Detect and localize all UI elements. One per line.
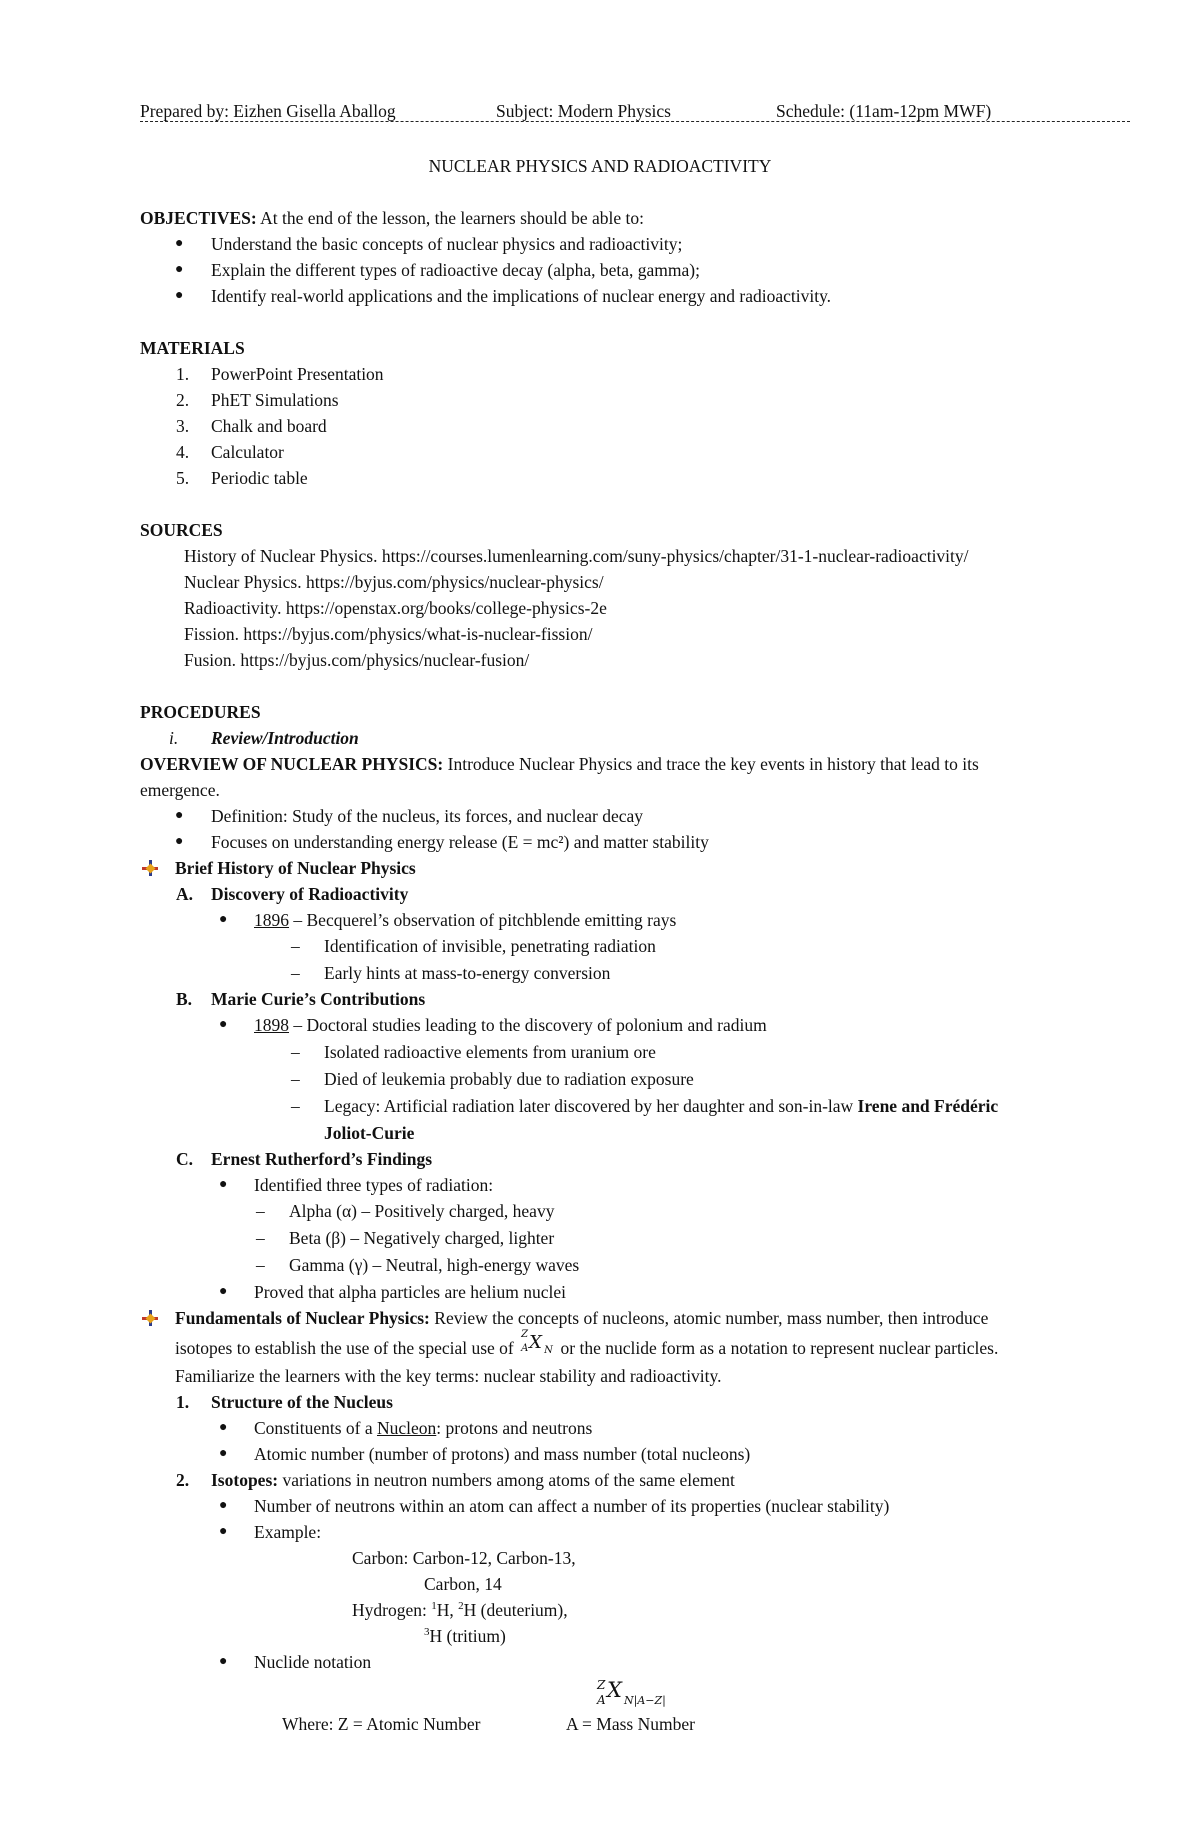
isotopes-line xyxy=(211,1467,735,1493)
legacy-names-cont: Joliot-Curie xyxy=(324,1123,415,1143)
isotopes-title: Isotopes: xyxy=(211,1470,279,1490)
bullet-icon: ● xyxy=(175,288,184,303)
diamond-bullet-icon xyxy=(142,1310,158,1326)
hydrogen-text: H (deuterium), xyxy=(463,1600,568,1620)
list-number: 3. xyxy=(176,416,190,436)
bullet-icon: ● xyxy=(175,834,184,849)
bullet-icon: ● xyxy=(219,1498,228,1513)
hydrogen-example xyxy=(352,1597,568,1623)
dash-icon: – xyxy=(256,1201,265,1221)
structure-item: Atomic number (number of protons) and mass number (total nucleons) xyxy=(254,1444,751,1464)
header-underline xyxy=(140,121,1130,122)
review-heading: Review/Introduction xyxy=(211,728,359,748)
structure-text: : protons and neutrons xyxy=(436,1418,593,1438)
overview-bullet: Definition: Study of the nucleus, its forces, and nuclear decay xyxy=(211,806,644,826)
bullet-icon: ● xyxy=(219,1420,228,1435)
source-item: History of Nuclear Physics. https://courses.lumenlearning.com/suny-physics/chapter/31-1-nuclear-radioactivity/ xyxy=(184,546,969,566)
list-number: 5. xyxy=(176,468,190,488)
isotopes-item: Example: xyxy=(254,1522,322,1542)
dash-item: Gamma (γ) – Neutral, high-energy waves xyxy=(289,1255,580,1275)
nuclide-a: A xyxy=(597,1693,606,1707)
list-number: 2. xyxy=(176,1470,190,1490)
objectives-intro: At the end of the lesson, the learners should be able to: xyxy=(256,208,645,228)
objectives-heading: OBJECTIVES: xyxy=(140,208,257,228)
carbon-example: Carbon: Carbon-12, Carbon-13, xyxy=(352,1548,576,1568)
mass-number: 2 xyxy=(458,1600,464,1613)
hydrogen-text: H (tritium) xyxy=(429,1626,506,1646)
carbon-example-cont: Carbon, 14 xyxy=(424,1574,502,1594)
section-letter: A. xyxy=(176,884,194,904)
dash-item: Beta (β) – Negatively charged, lighter xyxy=(289,1228,555,1248)
fundamentals-text: Review the concepts of nucleons, atomic number, mass number, then introduce xyxy=(429,1308,989,1328)
material-item: Chalk and board xyxy=(211,416,327,436)
objective-item: Explain the different types of radioactive decay (alpha, beta, gamma); xyxy=(211,260,700,280)
symbol-z: Z xyxy=(521,1329,529,1340)
mass-number: 1 xyxy=(431,1600,437,1613)
bullet-icon: ● xyxy=(219,1017,228,1032)
legacy-text: Legacy: Artificial radiation later discovered by her daughter and son-in-law xyxy=(324,1096,858,1116)
bullet-icon: ● xyxy=(219,1524,228,1539)
source-item: Fission. https://byjus.com/physics/what-is-nuclear-fission/ xyxy=(184,624,593,644)
dash-icon: – xyxy=(256,1255,265,1275)
diamond-bullet-icon xyxy=(142,860,158,876)
source-item: Nuclear Physics. https://byjus.com/physics/nuclear-physics/ xyxy=(184,572,604,592)
fundamentals-heading: Fundamentals of Nuclear Physics: xyxy=(175,1308,430,1328)
dash-item: Identification of invisible, penetrating radiation xyxy=(324,936,656,956)
section-title: Marie Curie’s Contributions xyxy=(211,989,426,1009)
history-item xyxy=(254,1012,767,1038)
bullet-icon: ● xyxy=(219,1284,228,1299)
source-item: Fusion. https://byjus.com/physics/nuclear-fusion/ xyxy=(184,650,530,670)
where-a: A = Mass Number xyxy=(566,1714,695,1734)
overview-bullet: Focuses on understanding energy release (E = mc²) and matter stability xyxy=(211,832,709,852)
bullet-icon: ● xyxy=(175,808,184,823)
objective-item: Understand the basic concepts of nuclear physics and radioactivity; xyxy=(211,234,683,254)
dash-item: Isolated radioactive elements from uranium ore xyxy=(324,1042,656,1062)
overview-heading: OVERVIEW OF NUCLEAR PHYSICS: xyxy=(140,754,444,774)
hydrogen-example-cont xyxy=(424,1623,506,1649)
dash-item: Alpha (α) – Positively charged, heavy xyxy=(289,1201,555,1221)
history-text: – Becquerel’s observation of pitchblende emitting rays xyxy=(289,910,677,930)
history-item xyxy=(254,907,676,933)
fundamentals-text-3: Familiarize the learners with the key terms: nuclear stability and radioactivity. xyxy=(175,1366,722,1386)
section-title: Discovery of Radioactivity xyxy=(211,884,409,904)
year: 1896 xyxy=(254,910,289,930)
dash-icon: – xyxy=(256,1228,265,1248)
year: 1898 xyxy=(254,1015,289,1035)
overview-text-cont: emergence. xyxy=(140,780,220,800)
history-item: Proved that alpha particles are helium nuclei xyxy=(254,1282,566,1302)
material-item: PhET Simulations xyxy=(211,390,339,410)
bullet-icon: ● xyxy=(219,1654,228,1669)
procedures-heading: PROCEDURES xyxy=(140,702,261,722)
mass-number: 3 xyxy=(424,1626,430,1639)
bullet-icon: ● xyxy=(175,236,184,251)
hydrogen-text: H, xyxy=(436,1600,459,1620)
material-item: Periodic table xyxy=(211,468,308,488)
structure-text: Constituents of a xyxy=(254,1418,377,1438)
objectives-line xyxy=(140,205,644,231)
nuclide-symbol-inline xyxy=(518,1329,556,1356)
symbol-a: A xyxy=(521,1343,529,1354)
page-title: NUCLEAR PHYSICS AND RADIOACTIVITY xyxy=(428,156,772,176)
hydrogen-label: Hydrogen: xyxy=(352,1600,432,1620)
legacy-names: Irene and Frédéric xyxy=(857,1096,999,1116)
dash-item: Early hints at mass-to-energy conversion xyxy=(324,963,611,983)
history-item: Identified three types of radiation: xyxy=(254,1175,494,1195)
dash-icon: – xyxy=(291,1069,300,1089)
list-number: 1. xyxy=(176,1392,190,1412)
dash-icon: – xyxy=(291,1042,300,1062)
schedule: Schedule: (11am-12pm MWF) xyxy=(776,101,992,121)
fundamentals-line-2 xyxy=(175,1329,999,1361)
material-item: Calculator xyxy=(211,442,284,462)
dash-item: Died of leukemia probably due to radiation exposure xyxy=(324,1069,694,1089)
fundamentals-line xyxy=(175,1305,988,1331)
nucleon-term: Nucleon xyxy=(376,1418,437,1438)
section-title: Ernest Rutherford’s Findings xyxy=(211,1149,433,1169)
list-number: 4. xyxy=(176,442,190,462)
fundamentals-text: or the nuclide form as a notation to represent nuclear particles. xyxy=(556,1338,999,1358)
source-item: Radioactivity. https://openstax.org/books/college-physics-2e xyxy=(184,598,607,618)
section-letter: B. xyxy=(176,989,193,1009)
isotopes-item: Number of neutrons within an atom can affect a number of its properties (nuclear stability) xyxy=(254,1496,890,1516)
history-text: – Doctoral studies leading to the discovery of polonium and radium xyxy=(289,1015,767,1035)
bullet-icon: ● xyxy=(219,912,228,927)
symbol-x: X xyxy=(529,1332,542,1353)
legacy-line xyxy=(324,1093,998,1119)
nuclide-n: N|A−Z| xyxy=(624,1694,666,1707)
history-heading: Brief History of Nuclear Physics xyxy=(175,858,416,878)
list-number: 1. xyxy=(176,364,190,384)
symbol-n: N xyxy=(544,1345,553,1356)
list-number: 2. xyxy=(176,390,190,410)
bullet-icon: ● xyxy=(175,262,184,277)
nuclide-z: Z xyxy=(597,1678,606,1692)
sources-heading: SOURCES xyxy=(140,520,223,540)
material-item: PowerPoint Presentation xyxy=(211,364,384,384)
fundamentals-text: isotopes to establish the use of the special use of xyxy=(175,1338,519,1358)
structure-title: Structure of the Nucleus xyxy=(211,1392,393,1412)
section-letter: C. xyxy=(176,1149,194,1169)
where-z: Where: Z = Atomic Number xyxy=(282,1714,481,1734)
bullet-icon: ● xyxy=(219,1177,228,1192)
objective-item: Identify real-world applications and the implications of nuclear energy and radioactivity. xyxy=(211,286,832,306)
isotopes-item: Nuclide notation xyxy=(254,1652,372,1672)
overview-line xyxy=(140,751,979,777)
subject: Subject: Modern Physics xyxy=(496,101,671,121)
dash-icon: – xyxy=(291,936,300,956)
overview-text: Introduce Nuclear Physics and trace the key events in history that lead to its xyxy=(443,754,979,774)
bullet-icon: ● xyxy=(219,1446,228,1461)
prepared-by: Prepared by: Eizhen Gisella Aballog xyxy=(140,101,396,121)
dash-icon: – xyxy=(291,1096,300,1116)
roman-numeral: i. xyxy=(169,728,179,748)
nuclide-x: X xyxy=(607,1678,622,1702)
isotopes-text: variations in neutron numbers among atoms of the same element xyxy=(278,1470,735,1490)
dash-icon: – xyxy=(291,963,300,983)
materials-heading: MATERIALS xyxy=(140,338,245,358)
structure-item xyxy=(254,1415,592,1441)
